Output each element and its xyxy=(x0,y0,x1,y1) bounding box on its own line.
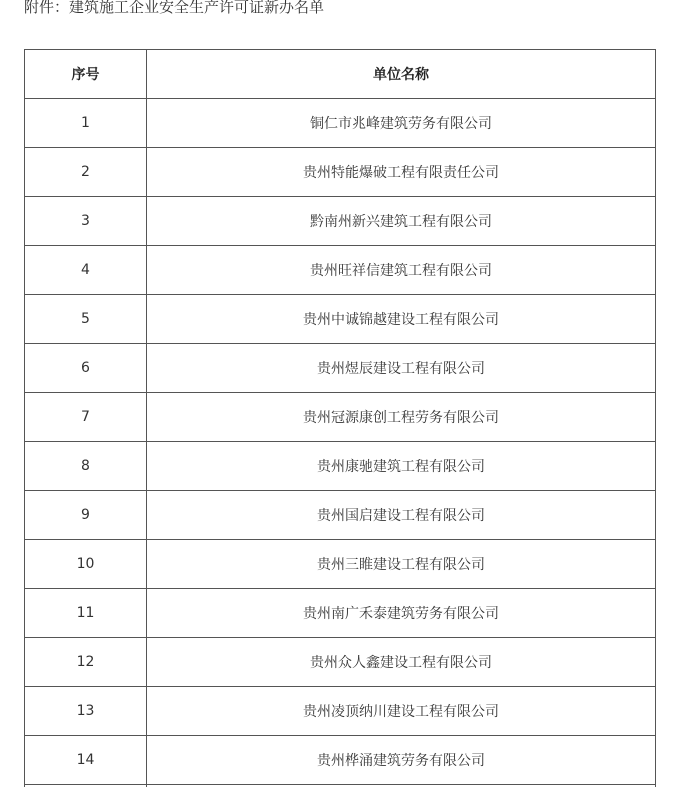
table-row xyxy=(25,540,656,589)
row-seq: 13 xyxy=(25,687,147,736)
table-row xyxy=(25,491,656,540)
table-row xyxy=(25,687,656,736)
row-seq: 5 xyxy=(25,295,147,344)
header-company-name: 单位名称 xyxy=(147,50,656,99)
row-seq: 7 xyxy=(25,393,147,442)
row-company-name: 贵州国启建设工程有限公司 xyxy=(147,491,656,540)
table-row xyxy=(25,736,656,785)
company-list-table xyxy=(24,49,656,787)
row-seq: 11 xyxy=(25,589,147,638)
row-company-name: 贵州特能爆破工程有限责任公司 xyxy=(147,148,656,197)
row-company-name: 贵州三睢建设工程有限公司 xyxy=(147,540,656,589)
row-company-name: 贵州中诚锦越建设工程有限公司 xyxy=(147,295,656,344)
table-header-row xyxy=(25,50,656,99)
table-row xyxy=(25,393,656,442)
row-seq: 10 xyxy=(25,540,147,589)
row-company-name: 贵州众人鑫建设工程有限公司 xyxy=(147,638,656,687)
row-company-name: 贵州煜辰建设工程有限公司 xyxy=(147,344,656,393)
row-company-name: 贵州旺祥信建筑工程有限公司 xyxy=(147,246,656,295)
row-seq: 9 xyxy=(25,491,147,540)
row-seq: 4 xyxy=(25,246,147,295)
table-row xyxy=(25,99,656,148)
table-body xyxy=(25,99,656,787)
header-seq: 序号 xyxy=(25,50,147,99)
table-row xyxy=(25,197,656,246)
table-row xyxy=(25,295,656,344)
row-seq: 12 xyxy=(25,638,147,687)
row-seq: 6 xyxy=(25,344,147,393)
table-row xyxy=(25,344,656,393)
row-seq: 14 xyxy=(25,736,147,785)
row-company-name: 贵州康驰建筑工程有限公司 xyxy=(147,442,656,491)
row-seq: 3 xyxy=(25,197,147,246)
row-seq: 1 xyxy=(25,99,147,148)
row-seq: 2 xyxy=(25,148,147,197)
row-company-name: 贵州凌顶纳川建设工程有限公司 xyxy=(147,687,656,736)
table-row xyxy=(25,148,656,197)
row-seq: 8 xyxy=(25,442,147,491)
row-company-name: 贵州桦涌建筑劳务有限公司 xyxy=(147,736,656,785)
table-row xyxy=(25,589,656,638)
row-company-name: 贵州南广禾泰建筑劳务有限公司 xyxy=(147,589,656,638)
row-company-name: 黔南州新兴建筑工程有限公司 xyxy=(147,197,656,246)
row-company-name: 贵州冠源康创工程劳务有限公司 xyxy=(147,393,656,442)
table-row xyxy=(25,246,656,295)
table-row xyxy=(25,638,656,687)
row-company-name: 铜仁市兆峰建筑劳务有限公司 xyxy=(147,99,656,148)
attachment-caption: 附件：建筑施工企业安全生产许可证新办名单 xyxy=(24,0,325,16)
table-row xyxy=(25,442,656,491)
